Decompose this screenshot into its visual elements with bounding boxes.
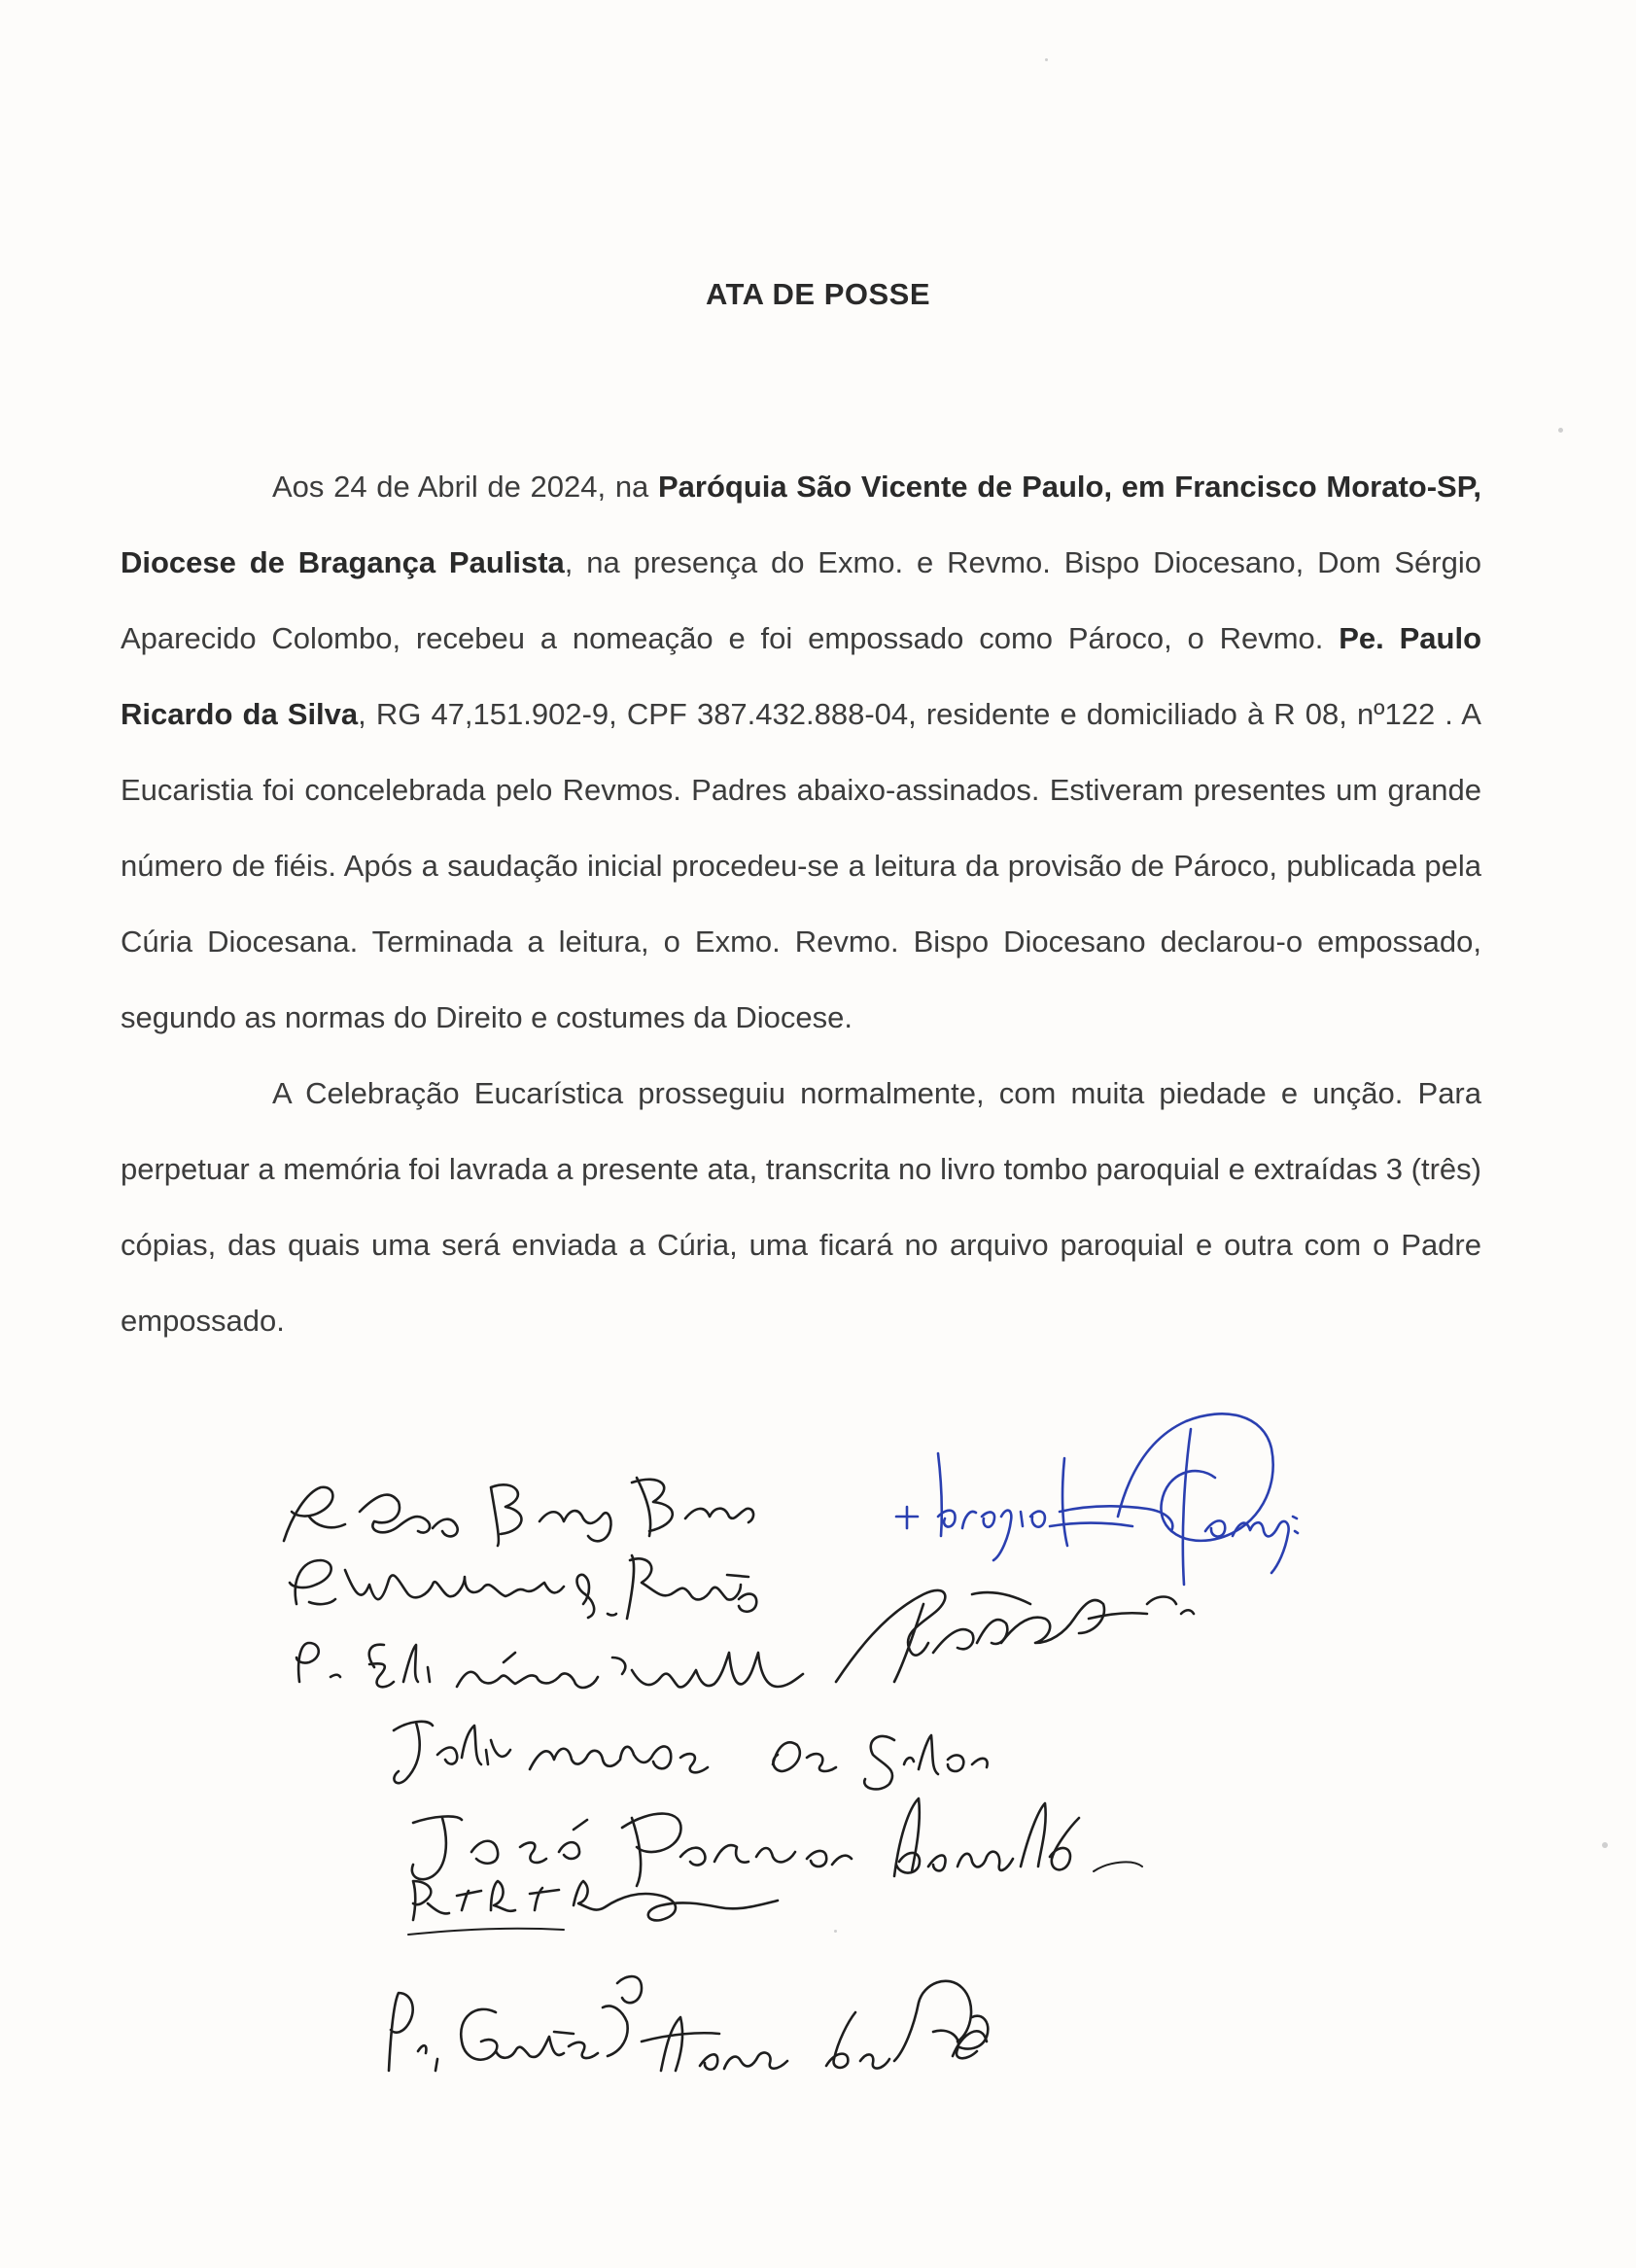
- signature-1: [284, 1478, 753, 1546]
- signature-8: [836, 1590, 1194, 1682]
- signature-3: [296, 1643, 803, 1688]
- signature-7: [389, 1976, 988, 2071]
- paragraph-2: A Celebração Eucarística prosseguiu normalmente, com muita piedade e unção. Para perpetuar a memória foi lavrada a presente ata, transcrita no livro tombo paroquial e extraídas 3 (três) cópias, das quais uma será enviada a Cúria, uma ficará no arquivo paroquial e outra com o Padre empossado.: [121, 1076, 1481, 1338]
- signature-5: [412, 1798, 1142, 1886]
- signature-2: [290, 1555, 756, 1619]
- p1-text-1: Aos 24 de Abril de 2024, na: [272, 470, 658, 504]
- p1-text-2: , na presença do Exmo. e Revmo. Bispo Diocesano, Dom Sérgio Aparecido Colombo, recebeu a nomeação e foi empossado como Pároco, o Revmo.: [121, 545, 1481, 655]
- p1-bold-priest: Pe. Paulo Ricardo da Silva: [121, 621, 1481, 731]
- p1-text-3: , RG 47,151.902-9, CPF 387.432.888-04, residente e domiciliado à R 08, nº122 . A Eucaristia foi concelebrada pelo Revmos. Padres abaixo-assinados. Estiveram presentes um grande número de fiéis. Após a saudação inicial procedeu-se a leitura da provisão de Pároco, publicada pela Cúria Diocesana. Terminada a leitura, o Exmo. Revmo. Bispo Diocesano declarou-o empossado, segundo as normas do Direito e costumes da Diocese.: [121, 697, 1481, 1034]
- document-title: ATA DE POSSE: [705, 277, 931, 311]
- signature-4: [394, 1722, 988, 1790]
- paper-speck: [1558, 428, 1563, 433]
- paper-speck: [1045, 58, 1048, 61]
- paper-speck: [834, 1930, 837, 1933]
- signature-bishop: [896, 1413, 1298, 1585]
- paper-speck: [1602, 1842, 1608, 1848]
- signature-6: [408, 1881, 778, 1935]
- p1-bold-parish: Paróquia São Vicente de Paulo, em Francisco Morato-SP, Diocese de Bragança Paulista: [121, 470, 1482, 579]
